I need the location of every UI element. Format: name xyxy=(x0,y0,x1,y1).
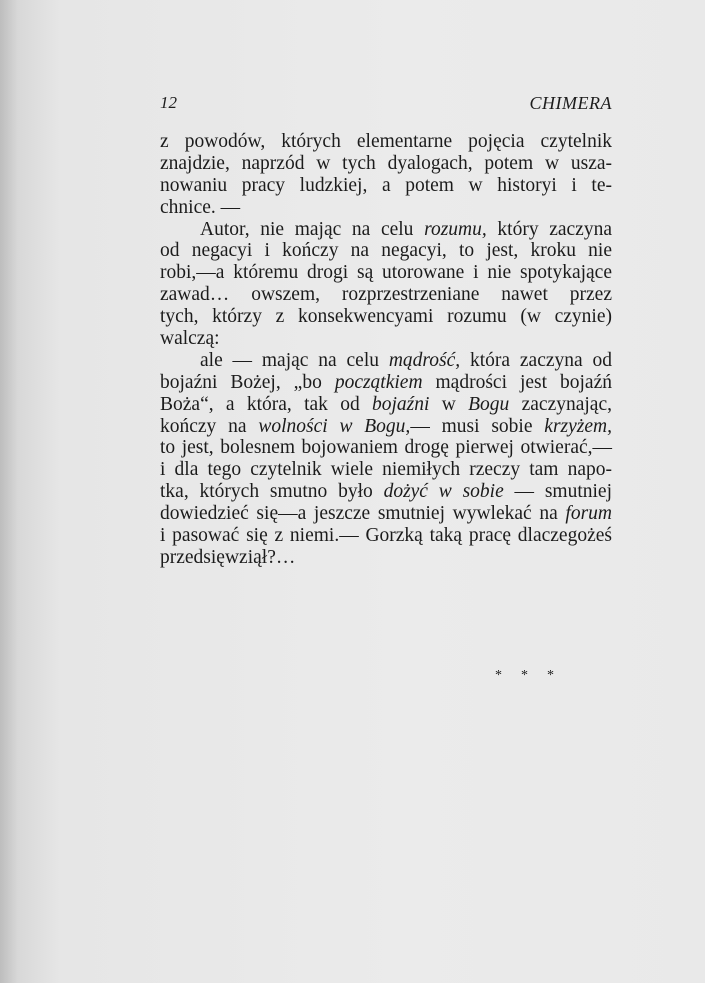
italic-text: wolności w Bogu, xyxy=(258,415,411,437)
body-text xyxy=(160,131,612,569)
italic-text: dożyć w sobie xyxy=(383,481,504,503)
text-segment: bojaźni Bożej, „bo xyxy=(160,371,335,393)
text-line xyxy=(160,306,612,328)
italic-text: początkiem xyxy=(334,371,423,393)
text-line xyxy=(160,459,612,481)
text-line xyxy=(160,240,612,262)
text-line xyxy=(160,525,612,547)
text-segment: kończy na xyxy=(160,415,259,437)
asterisk: * xyxy=(495,668,502,683)
text-line xyxy=(160,416,612,438)
page-number: 12 xyxy=(160,93,177,112)
text-line xyxy=(160,394,612,416)
asterisk: * xyxy=(547,668,554,683)
page-header xyxy=(160,93,612,117)
text-segment: z powodów, których elementarne pojęcia czytelnik xyxy=(160,131,612,152)
text-segment: — musi sobie xyxy=(410,415,545,437)
asterisk: * xyxy=(521,668,528,683)
text-line xyxy=(160,284,612,306)
text-line xyxy=(160,197,612,219)
italic-text: rozumu, xyxy=(424,218,487,240)
text-line xyxy=(160,372,612,394)
italic-text: bojaźni xyxy=(372,393,430,415)
text-segment: Autor, nie mając na celu xyxy=(200,218,425,240)
text-line xyxy=(160,219,612,241)
text-segment: to jest, bolesnem bojowaniem drogę pierwej otwierać,— xyxy=(160,437,612,459)
text-segment: zaczynając, xyxy=(509,393,612,415)
text-line xyxy=(160,131,612,153)
text-segment: ale — mając na celu xyxy=(200,349,389,371)
text-segment: robi,—a któremu drogi są utorowane i nie spotykające xyxy=(160,262,612,284)
text-segment: — smutniej xyxy=(503,481,612,503)
text-line xyxy=(160,328,612,350)
text-segment: nowaniu pracy ludzkiej, a potem w historyi i te- xyxy=(160,174,612,196)
text-segment: który zaczyna xyxy=(486,218,612,240)
text-segment: i dla tego czytelnik wiele niemiłych rzeczy tam napo- xyxy=(160,459,612,481)
text-segment: chnice. — xyxy=(160,196,241,218)
text-line xyxy=(160,350,612,372)
italic-text: krzyżem, xyxy=(544,415,612,437)
text-segment: od negacyi i kończy na negacyi, to jest, kroku nie xyxy=(160,240,612,262)
text-segment: zawad… owszem, rozprzestrzeniane nawet przez xyxy=(160,284,612,306)
text-segment: tka, których smutno było xyxy=(160,481,384,503)
text-segment: w xyxy=(429,393,469,415)
running-head: CHIMERA xyxy=(529,93,612,113)
text-segment: i pasować się z niemi.— Gorzką taką pracę dlaczegożeś xyxy=(160,525,612,547)
text-segment: Boża“, a która, tak od xyxy=(160,393,373,415)
text-segment: znajdzie, naprzód w tych dyalogach, potem w usza- xyxy=(160,152,612,174)
italic-text: Bogu xyxy=(468,393,510,415)
text-line xyxy=(160,481,612,503)
text-segment: walczą: xyxy=(160,328,220,350)
text-segment: która zaczyna od xyxy=(460,349,612,371)
text-segment: tych, którzy z konsekwencyami rozumu (w czynie) xyxy=(160,306,612,328)
text-line xyxy=(160,262,612,284)
italic-text: forum xyxy=(565,503,612,525)
text-segment: przedsięwziął?… xyxy=(160,546,296,568)
text-line xyxy=(160,153,612,175)
text-line xyxy=(160,503,612,525)
italic-text: mądrość, xyxy=(388,349,461,371)
text-line xyxy=(160,437,612,459)
text-line xyxy=(160,547,612,569)
text-line xyxy=(160,175,612,197)
text-segment: mądrości jest bojaźń xyxy=(422,371,612,393)
text-segment: dowiedzieć się—a jeszcze smutniej wywlekać na xyxy=(160,503,566,525)
section-separator xyxy=(495,668,573,684)
